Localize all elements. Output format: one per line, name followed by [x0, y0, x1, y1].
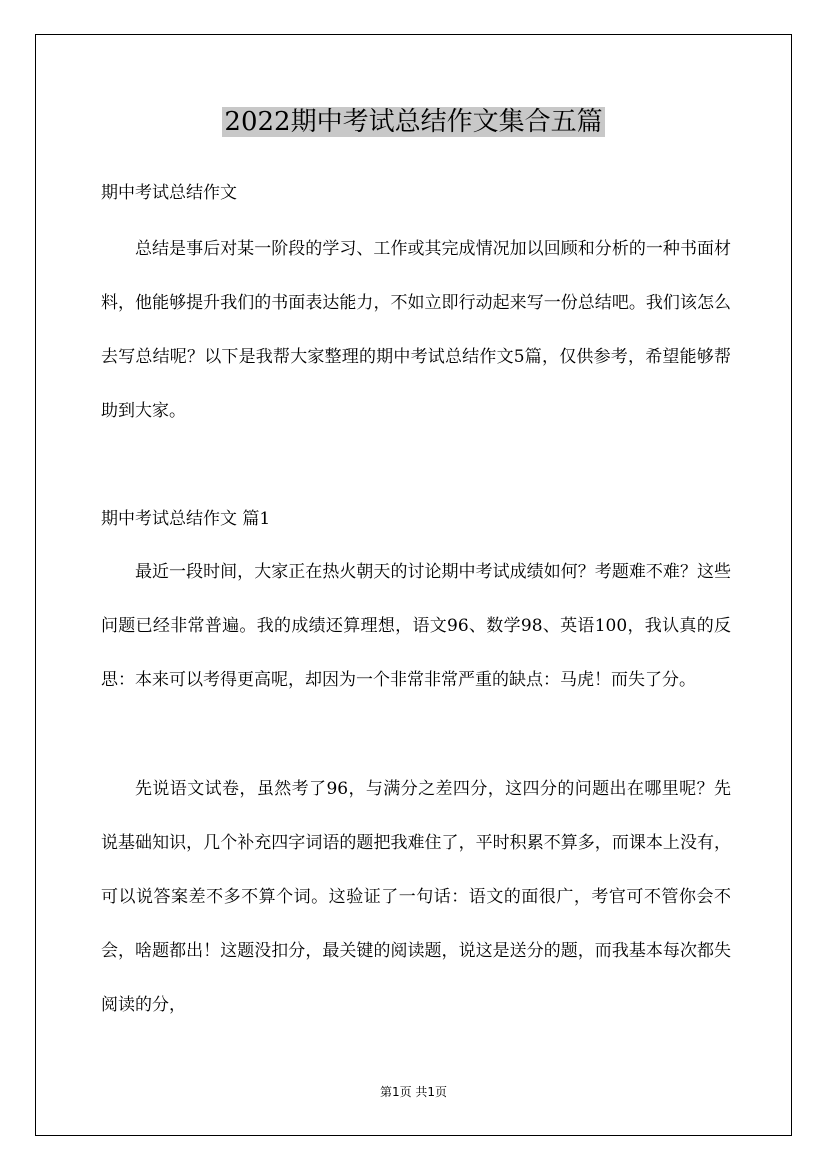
article-paragraph-2: 先说语文试卷，虽然考了96，与满分之差四分，这四分的问题出在哪里呢？先说基础知识，几个补充四字词语的题把我难住了，平时积累不算多，而课本上没有，可以说答案差不多不算个词。这验证了一句话：语文的面很广，考官可不管你会不会，啥题都出！这题没扣分，最关键的阅读题，说这是送分的题，而我基本每次都失阅读的分，	[101, 779, 731, 1015]
intro-paragraph: 总结是事后对某一阶段的学习、工作或其完成情况加以回顾和分析的一种书面材料，他能够提升我们的书面表达能力，不如立即行动起来写一份总结吧。我们该怎么去写总结呢？以下是我帮大家整理的期中考试总结作文5篇，仅供参考，希望能够帮助到大家。	[101, 239, 731, 421]
article-heading: 期中考试总结作文 篇1	[101, 509, 271, 529]
section-heading: 期中考试总结作文	[101, 183, 237, 203]
document-title-block	[0, 100, 827, 144]
page-number: 第1页 共1页	[379, 1085, 448, 1099]
document-title: 2022期中考试总结作文集合五篇	[224, 107, 603, 137]
page-footer	[0, 1083, 827, 1101]
article-paragraph-1: 最近一段时间，大家正在热火朝天的讨论期中考试成绩如何？考题难不难？这些问题已经非常普遍。我的成绩还算理想，语文96、数学98、英语100，我认真的反思：本来可以考得更高呢，却因为一个非常非常严重的缺点：马虎！而失了分。	[101, 562, 731, 690]
